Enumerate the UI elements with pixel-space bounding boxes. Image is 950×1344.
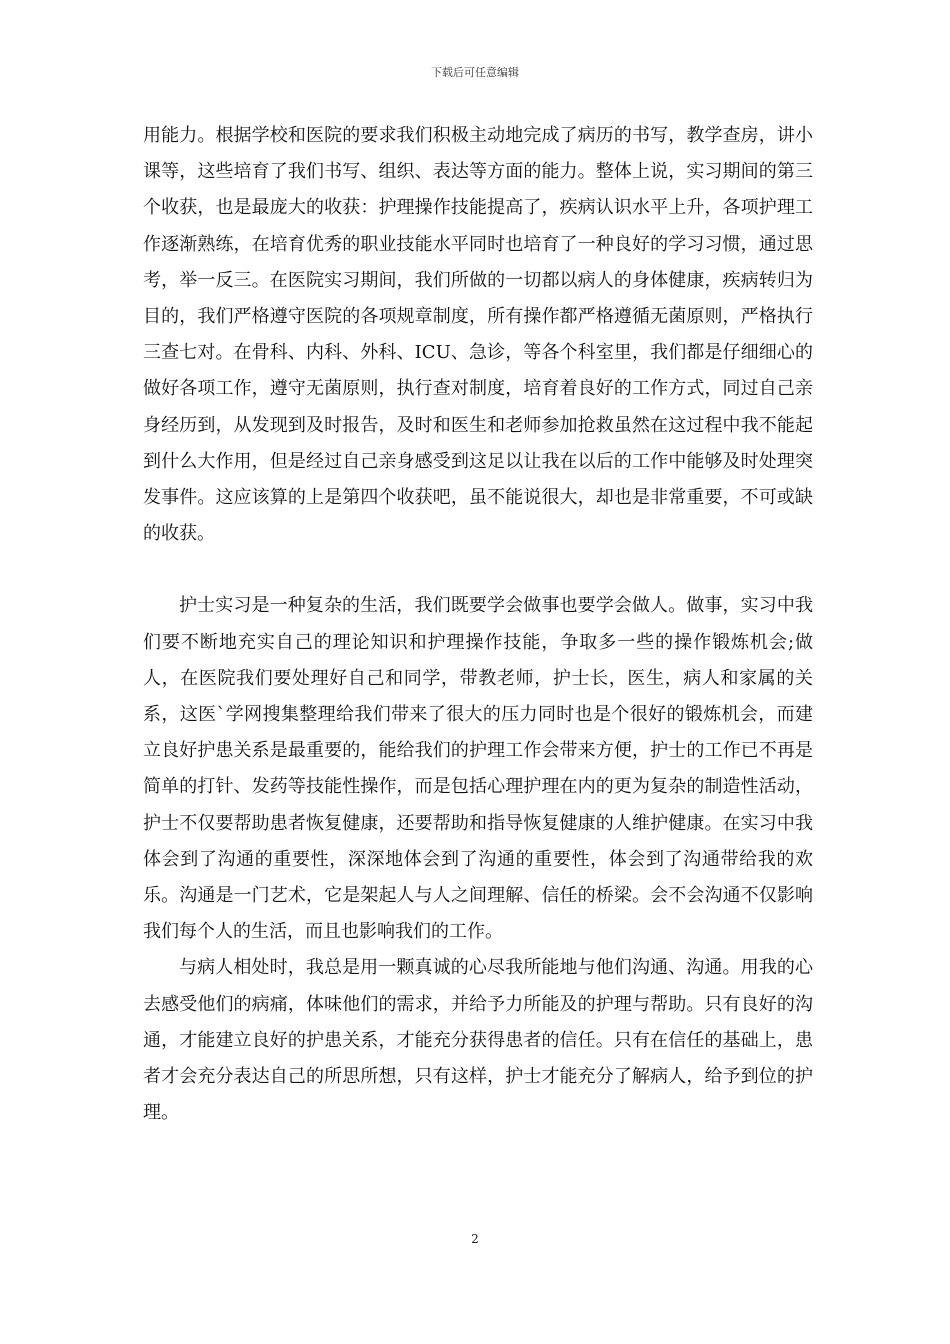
document-body: [143, 118, 813, 1131]
paragraph-2: 护士实习是一种复杂的生活，我们既要学会做事也要学会做人。做事，实习中我们要不断地充实自己的理论知识和护理操作技能，争取多一些的操作锻炼机会;做人，在医院我们要处理好自己和同学，带教老师，护士长，医生，病人和家属的关系，这医`学网搜集整理给我们带来了很大的压力同时也是个很好的锻炼机会，而建立良好护患关系是最重要的，能给我们的护理工作会带来方便，护士的工作已不再是简单的打针、发药等技能性操作，而是包括心理护理在内的更为复杂的制造性活动，护士不仅要帮助患者恢复健康，还要帮助和指导恢复健康的人维护健康。在实习中我体会到了沟通的重要性，深深地体会到了沟通的重要性，体会到了沟通带给我的欢乐。沟通是一门艺术，它是架起人与人之间理解、信任的桥梁。会不会沟通不仅影响我们每个人的生活，而且也影响我们的工作。: [143, 595, 813, 943]
page-number: 2: [471, 1232, 479, 1246]
page-header: 下载后可任意编辑: [431, 66, 519, 79]
paragraph-3: 与病人相处时，我总是用一颗真诚的心尽我所能地与他们沟通、沟通。用我的心去感受他们的病痛，体味他们的需求，并给予力所能及的护理与帮助。只有良好的沟通，才能建立良好的护患关系，才能充分获得患者的信任。只有在信任的基础上，患者才会充分表达自己的所思所想，只有这样，护士才能充分了解病人，给予到位的护理。: [143, 957, 813, 1124]
paragraph-1: 用能力。根据学校和医院的要求我们积极主动地完成了病历的书写，教学查房，讲小课等，这些培育了我们书写、组织、表达等方面的能力。整体上说，实习期间的第三个收获，也是最庞大的收获：护理操作技能提高了，疾病认识水平上升，各项护理工作逐渐熟练，在培育优秀的职业技能水平同时也培育了一种良好的学习习惯，通过思考，举一反三。在医院实习期间，我们所做的一切都以病人的身体健康，疾病转归为目的，我们严格遵守医院的各项规章制度，所有操作都严格遵循无菌原则，严格执行三查七对。在骨科、内科、外科、ICU、急诊，等各个科室里，我们都是仔细细心的做好各项工作，遵守无菌原则，执行查对制度，培育着良好的工作方式，同过自己亲身经历到，从发现到及时报告，及时和医生和老师参加抢救虽然在这过程中我不能起到什么大作用，但是经过自己亲身感受到这足以让我在以后的工作中能够及时处理突发事件。这应该算的上是第四个收获吧，虽不能说很大，却也是非常重要，不可或缺的收获。: [143, 125, 813, 545]
